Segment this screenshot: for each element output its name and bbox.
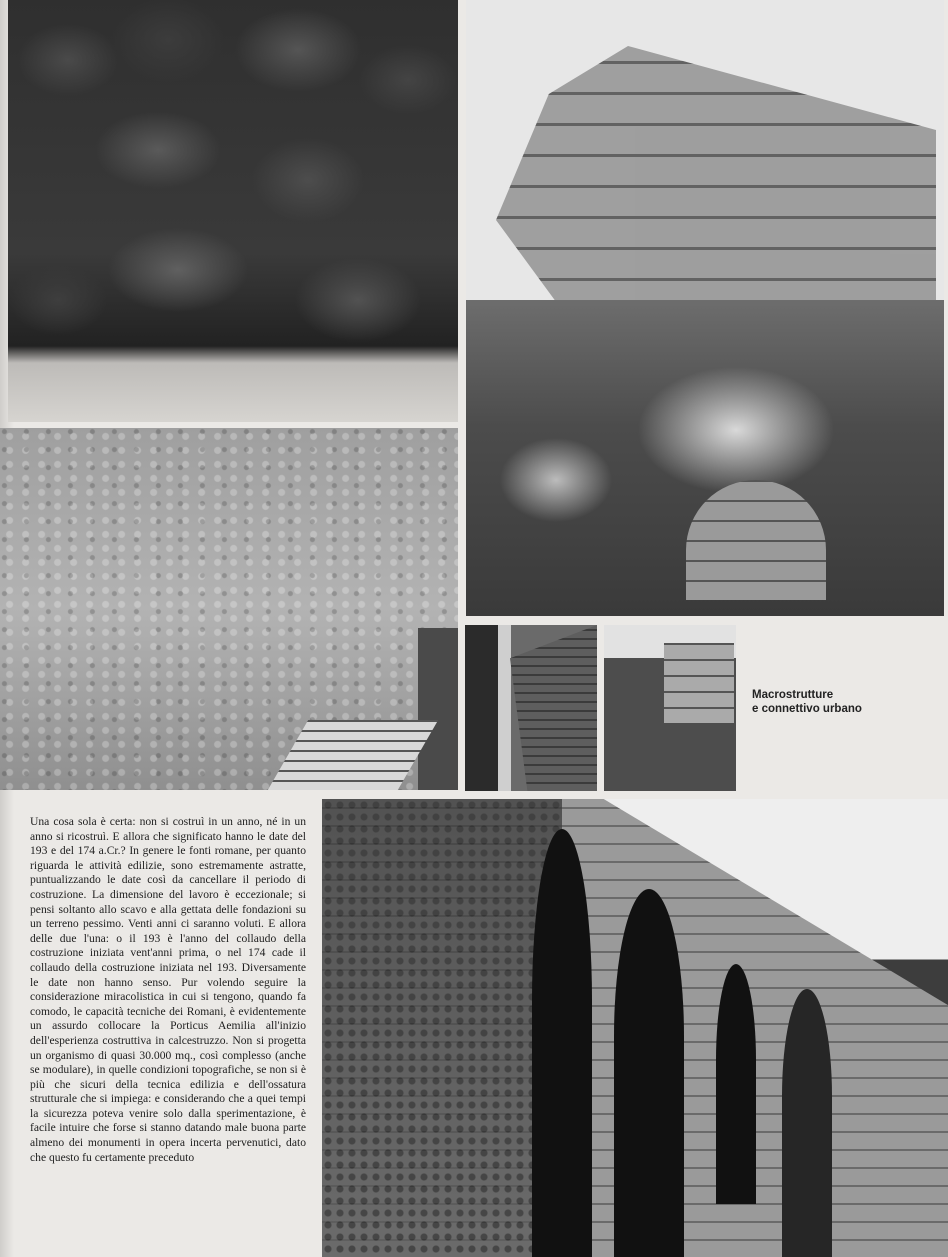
photo-polygonal-masonry <box>8 0 458 422</box>
photo-ashlar-wall <box>466 0 944 616</box>
arch-opening <box>532 829 592 1257</box>
stone-steps <box>268 720 438 790</box>
photo-caption <box>752 688 862 716</box>
photo-opus-incertum-wall <box>0 428 458 790</box>
wall-shadow <box>418 628 458 790</box>
arch-opening <box>782 989 832 1257</box>
photo-buildings-above-wall <box>604 625 736 791</box>
caption-line-2: e connettivo urbano <box>752 703 862 715</box>
photo-narrow-street <box>465 625 597 791</box>
body-paragraph: Una cosa sola è certa: non si costruì in un anno, né in un anno si ricostruì. E allora che significato hanno le date del 193 e del 174 a.Cr.? In genere le fonti romane, per quanto riguarda le attività edilizie, sono estremamente astratte, puntualizzando le date così da cancellare il periodo di costruzione. La dimensione del lavoro è eccezionale; si pensi soltanto allo scavo e alla gettata delle fondazioni su un terreno pessimo. Venti anni ci saranno voluti. E allora delle due l'una: o il 193 è l'anno del collaudo della costruzione iniziata vent'anni prima, o nel 174 cade il collaudo della costruzione iniziata nel 193. Diversamente le date non hanno senso. Pur volendo seguire la considerazione miracolistica in cui si tengono, quando fa comodo, le capacità tecniche dei Romani, è evidentemente un assurdo collocare la Porticus Aemilia all'inizio dell'esperienza costruttiva in calcestruzzo. Non si progetta un organismo di quasi 30.000 mq., così complesso (anche se modulare), in quelle condizioni topografiche, se non si è più che sicuri della tecnica edilizia e dell'ossatura strutturale che si impiega: e considerando che a quei tempi la sicurezza poteva venire solo dalla sperimentazione, è facile intuire che forse si stanno datando male buona parte almeno dei monumenti in opera incerta pervenutici, dato che questo fu certamente preceduto <box>30 815 306 1164</box>
ivy-covered-wall <box>322 799 562 1257</box>
caption-line-1: Macrostrutture <box>752 689 834 701</box>
photo-arched-structure <box>322 799 948 1257</box>
arch-opening <box>614 889 684 1257</box>
arch-opening <box>716 964 756 1204</box>
